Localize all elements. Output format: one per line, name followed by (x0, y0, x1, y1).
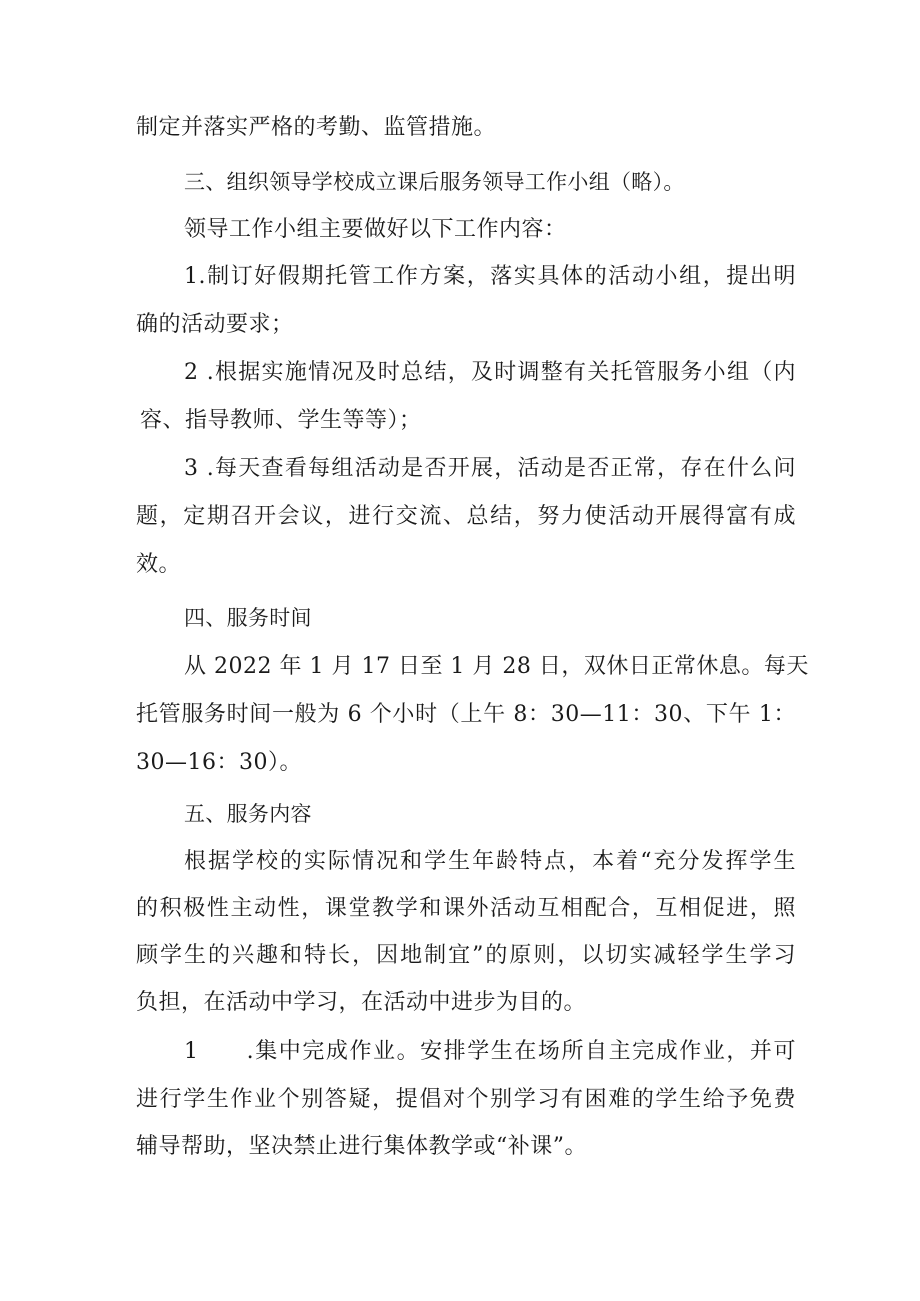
text-line: 制定并落实严格的考勤、监管措施。 (136, 115, 497, 140)
text-line: 托管服务时间一般为 6 个小时（上午 8：30—11：30、下午 1： (136, 702, 796, 727)
text-line: 题，定期召开会议，进行交流、总结，努力使活动开展得富有成 (136, 504, 796, 529)
text-line: 的积极性主动性，课堂教学和课外活动互相配合，互相促进，照 (136, 896, 796, 921)
text-line: 进行学生作业个别答疑，提倡对个别学习有困难的学生给予免费 (136, 1087, 796, 1112)
text-line: 效。 (136, 552, 182, 577)
text-line: 领导工作小组主要做好以下工作内容： (184, 217, 567, 242)
text-line: 确的活动要求； (136, 312, 294, 337)
text-line: 根据学校的实际情况和学生年龄特点，本着“充分发挥学生 (184, 849, 796, 874)
text-line: 2 .根据实施情况及时总结，及时调整有关托管服务小组（内 (184, 360, 796, 385)
text-line: 1 .集中完成作业。安排学生在场所自主完成作业，并可 (184, 1039, 796, 1064)
text-line: 从 2022 年 1 月 17 日至 1 月 28 日，双休日正常休息。每天 (184, 654, 809, 679)
text-line: 3 .每天查看每组活动是否开展，活动是否正常，存在什么问 (184, 456, 796, 481)
section-heading: 三、组织领导学校成立课后服务领导工作小组（略）。 (184, 170, 685, 194)
text-line: 30—16：30）。 (136, 750, 302, 775)
text-line: 容、指导教师、学生等等）； (140, 408, 422, 433)
section-heading: 五、服务内容 (184, 802, 312, 826)
text-line: 1.制订好假期托管工作方案，落实具体的活动小组，提出明 (184, 264, 796, 289)
text-line: 辅导帮助，坚决禁止进行集体教学或“补课”。 (136, 1134, 587, 1159)
text-line: 顾学生的兴趣和特长，因地制宜”的原则，以切实减轻学生学习 (136, 943, 796, 968)
section-heading: 四、服务时间 (184, 606, 312, 630)
text-line: 负担，在活动中学习，在活动中进步为目的。 (136, 990, 587, 1015)
